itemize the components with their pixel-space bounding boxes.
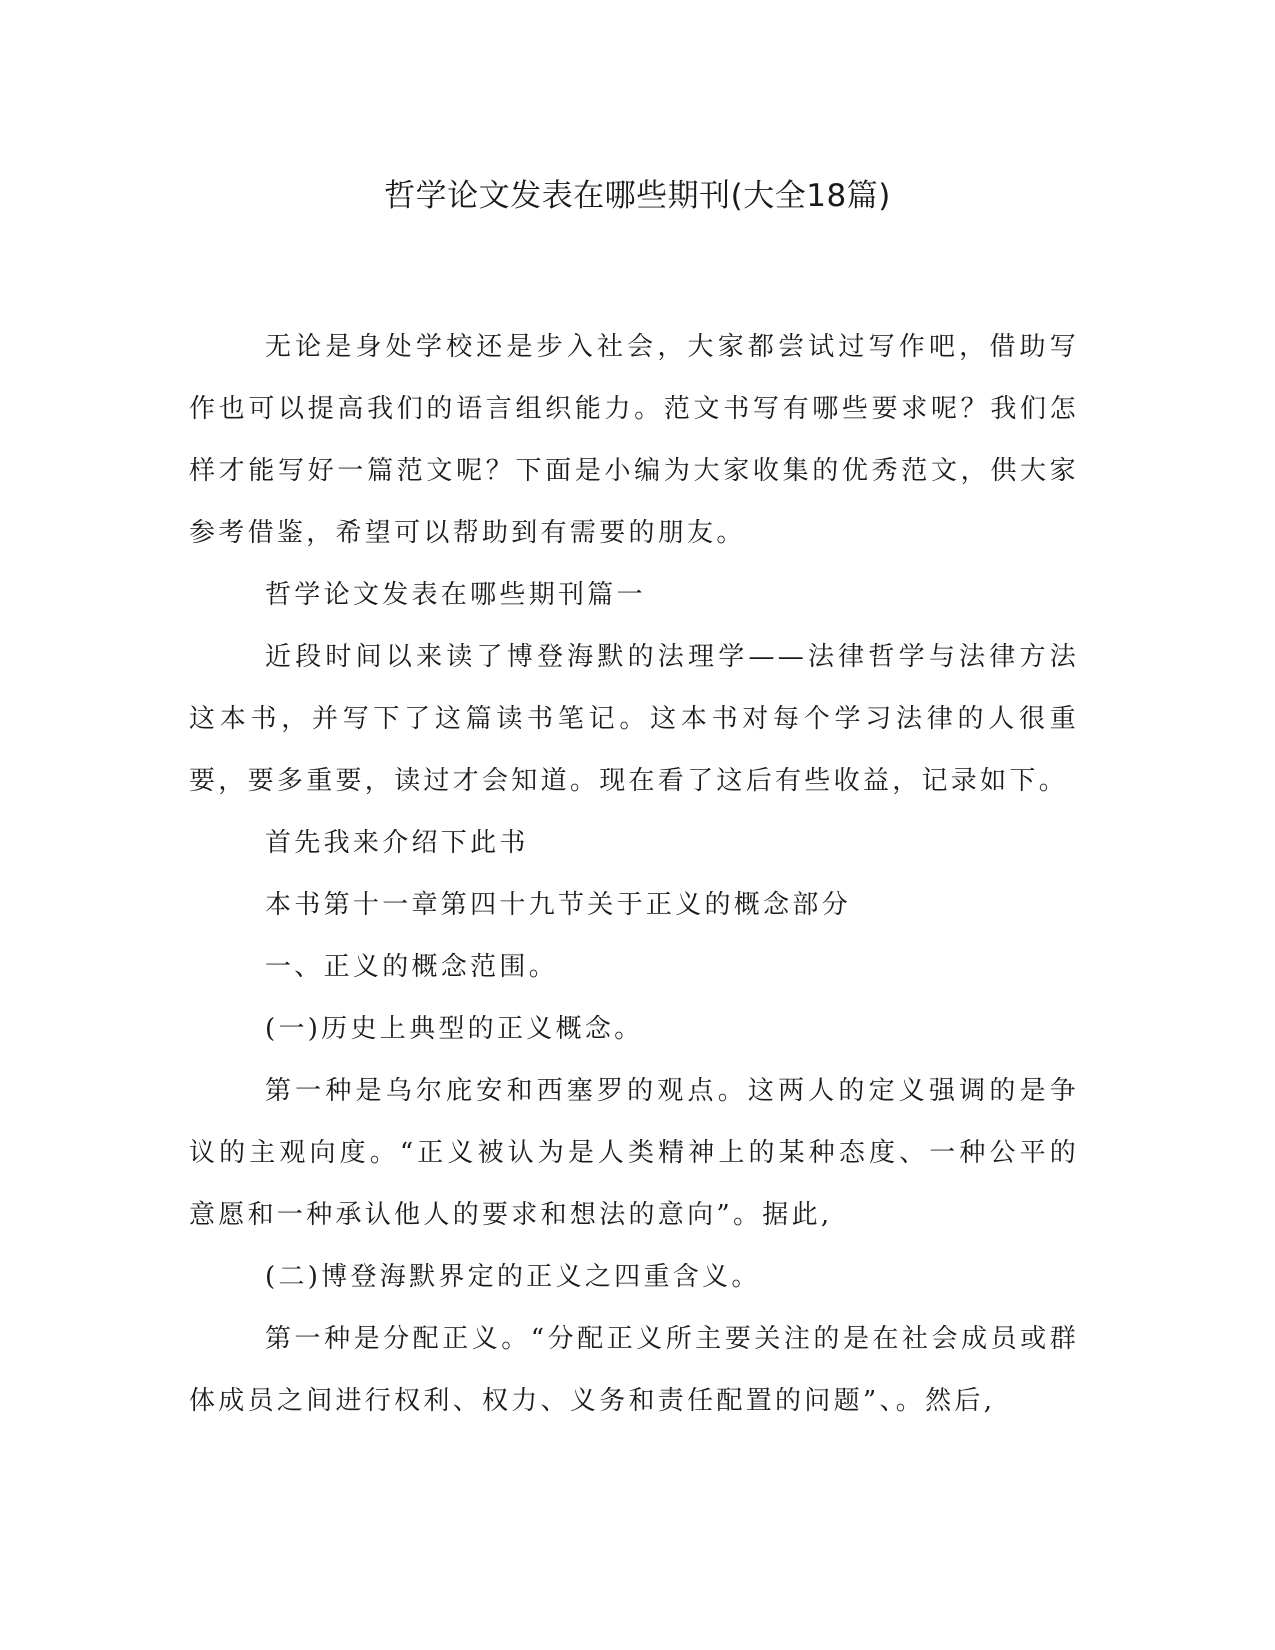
body-paragraph: 第一种是分配正义。“分配正义所主要关注的是在社会成员或群体成员之间进行权利、权力、义务和责任配置的问题”、。然后, — [189, 1324, 1079, 1416]
body-paragraph: 近段时间以来读了博登海默的法理学——法律哲学与法律方法这本书，并写下了这篇读书笔记。这本书对每个学习法律的人很重要，要多重要，读过才会知道。现在看了这后有些收益，记录如下。 — [189, 642, 1079, 796]
subheading: 一、正义的概念范围。 — [265, 952, 559, 982]
body-paragraph: 第一种是乌尔庇安和西塞罗的观点。这两人的定义强调的是争议的主观向度。“正义被认为是人类精神上的某种态度、一种公平的意愿和一种承认他人的要求和想法的意向”。据此, — [189, 1076, 1079, 1230]
subheading: (二)博登海默界定的正义之四重含义。 — [265, 1262, 761, 1292]
body-paragraph: 本书第十一章第四十九节关于正义的概念部分 — [265, 890, 852, 920]
section-heading: 哲学论文发表在哪些期刊篇一 — [265, 580, 646, 610]
intro-paragraph: 无论是身处学校还是步入社会，大家都尝试过写作吧，借助写作也可以提高我们的语言组织能力。范文书写有哪些要求呢？我们怎样才能写好一篇范文呢？下面是小编为大家收集的优秀范文，供大家参考借鉴，希望可以帮助到有需要的朋友。 — [189, 332, 1079, 548]
document-title: 哲学论文发表在哪些期刊(大全18篇) — [384, 178, 891, 214]
document-body — [189, 316, 1079, 1432]
body-paragraph: 首先我来介绍下此书 — [265, 828, 529, 858]
subheading: (一)历史上典型的正义概念。 — [265, 1014, 644, 1044]
